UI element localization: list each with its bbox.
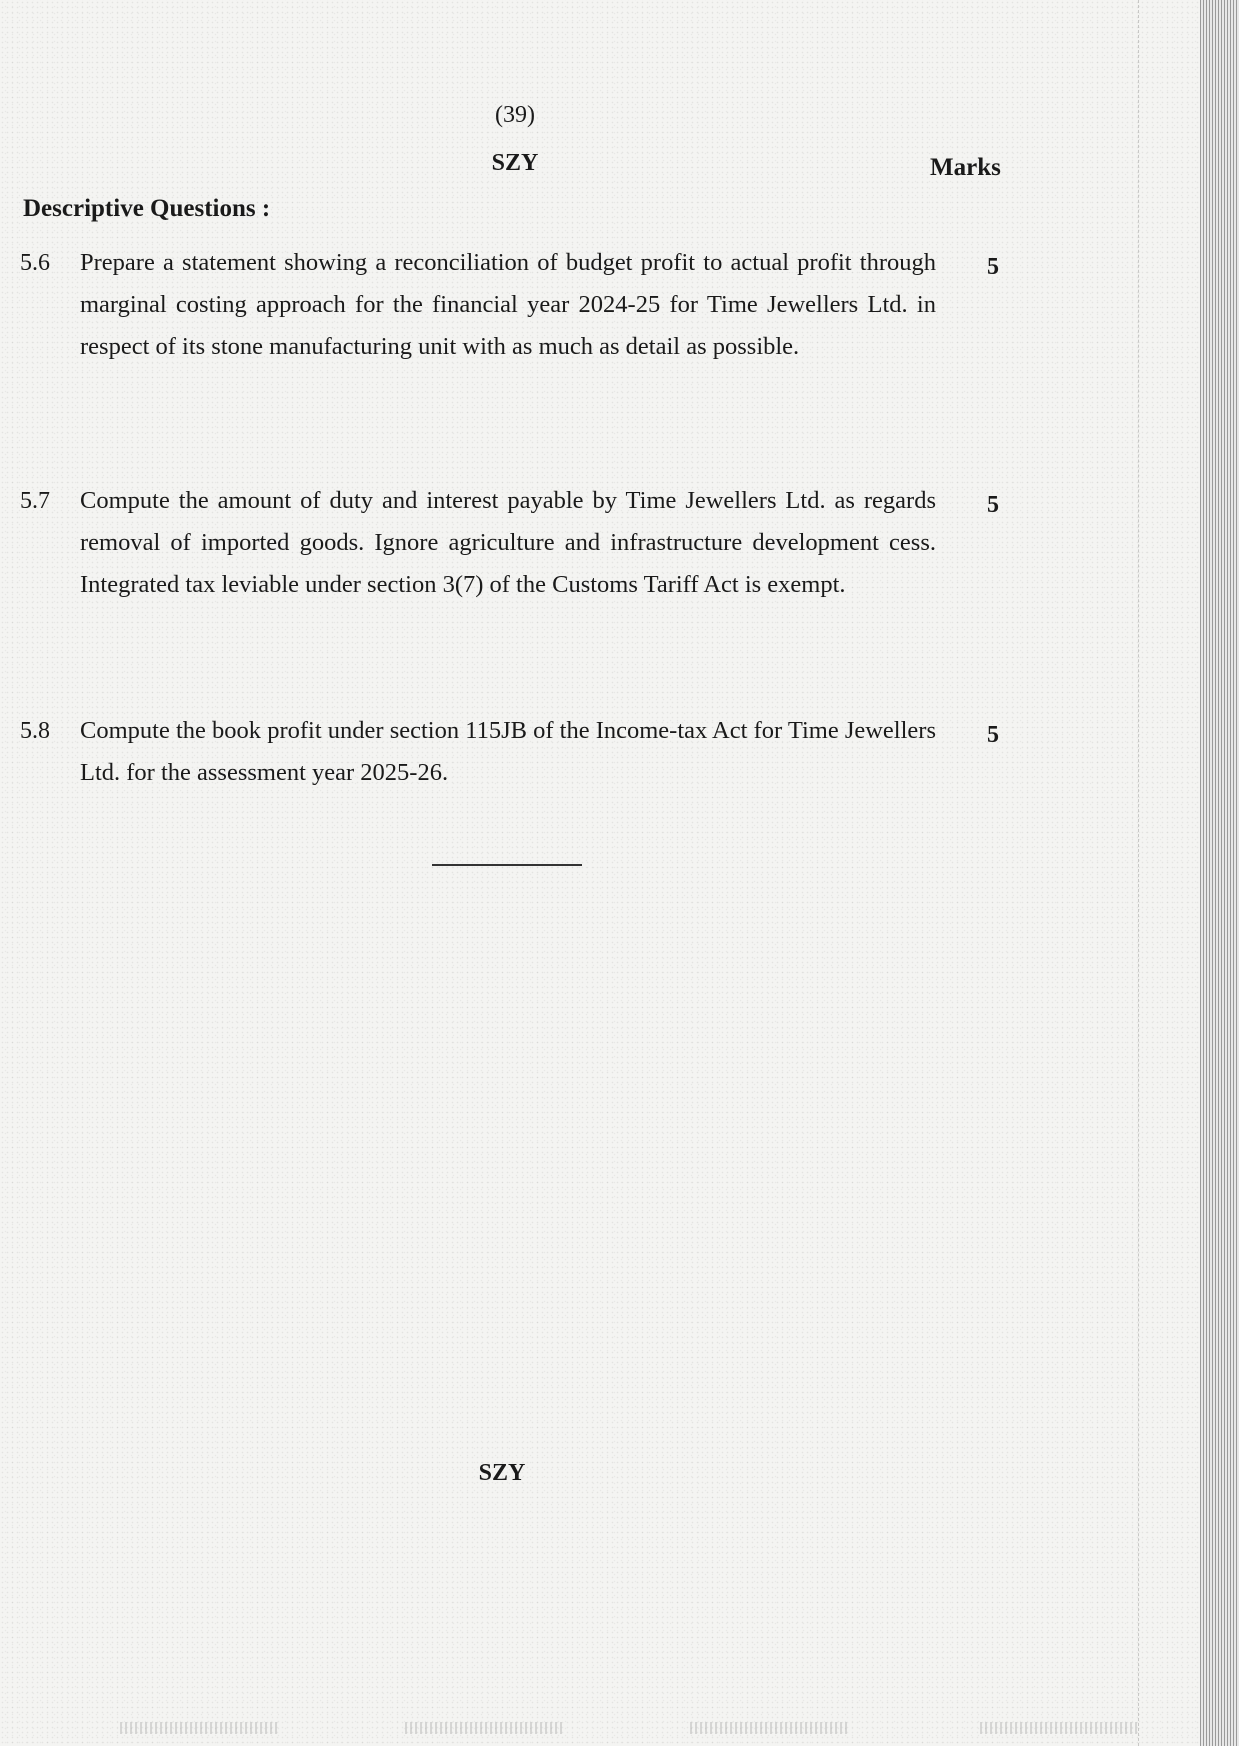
paper-code-footer: SZY <box>478 1460 526 1486</box>
scan-edge-line <box>1138 0 1139 1746</box>
scan-artifact <box>120 1722 280 1734</box>
end-of-section-rule <box>432 864 582 866</box>
question-marks: 5 <box>987 492 999 518</box>
question-number: 5.7 <box>20 488 50 514</box>
question-marks: 5 <box>987 254 999 280</box>
paper-code-header: SZY <box>491 150 539 176</box>
section-heading: Descriptive Questions : <box>23 195 271 222</box>
question-number: 5.8 <box>20 718 50 744</box>
page-number: (39) <box>495 102 535 128</box>
scan-binding-edge <box>1200 0 1239 1746</box>
scan-artifact <box>690 1722 850 1734</box>
scan-artifact <box>980 1722 1140 1734</box>
question-text: Prepare a statement showing a reconciliation of budget profit to actual profit through marginal costing approach for the financial year 2024-25 for Time Jewellers Ltd. in respect of its stone manufacturing unit with as much as detail as possible. <box>80 249 936 360</box>
marks-column-heading: Marks <box>930 154 1001 181</box>
scan-artifact <box>405 1722 565 1734</box>
question-marks: 5 <box>987 722 999 748</box>
question-text: Compute the book profit under section 115JB of the Income-tax Act for Time Jewellers Ltd. for the assessment year 2025-26. <box>80 717 936 786</box>
question-text: Compute the amount of duty and interest payable by Time Jewellers Ltd. as regards removal of imported goods. Ignore agriculture and infrastructure development cess. Integrated tax leviable under section 3(7) of the Customs Tariff Act is exempt. <box>80 487 936 598</box>
question-number: 5.6 <box>20 250 50 276</box>
